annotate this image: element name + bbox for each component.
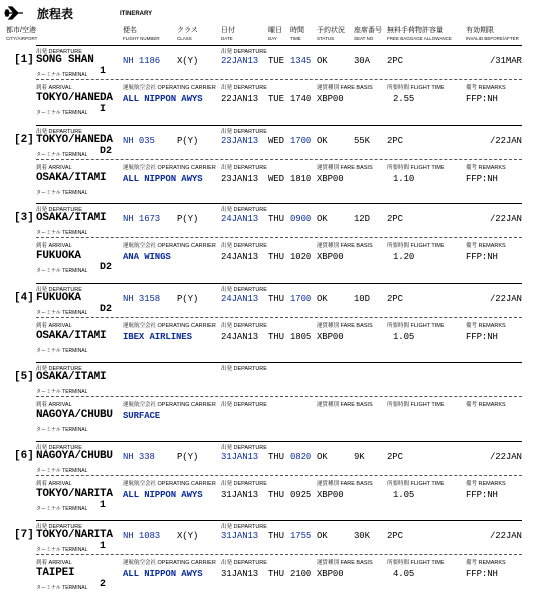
segment-index: [6] <box>14 450 34 462</box>
departure-label: 出発 DEPARTURE <box>221 445 267 451</box>
fare-basis-label: 運賃種別 FARE BASIS <box>317 560 373 566</box>
booking-status: OK <box>317 294 328 304</box>
remarks-label: 備考 REMARKS <box>466 85 506 91</box>
departure-city: TOKYO/HANEDA <box>36 134 113 146</box>
baggage-allowance: 2PC <box>387 294 403 304</box>
segment-index: [5] <box>14 371 34 383</box>
column-header-en: DATE <box>221 36 233 41</box>
booking-status: OK <box>317 56 328 66</box>
flight-time: 4.05 <box>393 569 415 579</box>
operating-carrier: IBEX AIRLINES <box>123 332 192 342</box>
segment-separator <box>36 554 522 555</box>
arrival-city: FUKUOKA <box>36 250 81 262</box>
departure-city: OSAKA/ITAMI <box>36 212 107 224</box>
baggage-allowance: 2PC <box>387 452 403 462</box>
arrival-date-label: 出発 DEPARTURE <box>221 165 267 171</box>
fare-basis: XBP00 <box>317 174 344 184</box>
departure-date: 23JAN13 <box>221 136 259 146</box>
fare-basis-label: 運賃種別 FARE BASIS <box>317 402 373 408</box>
arrival-label: 到着 ARRIVAL <box>36 481 72 487</box>
baggage-allowance: 2PC <box>387 136 403 146</box>
operating-carrier: SURFACE <box>123 411 161 421</box>
arrival-label: 到着 ARRIVAL <box>36 85 72 91</box>
seat-number: 30K <box>354 531 370 541</box>
remarks: FFP:NH <box>466 490 498 500</box>
column-header-jp: 時間 <box>290 27 304 34</box>
arrival-time: 1020 <box>290 252 312 262</box>
remarks-label: 備考 REMARKS <box>466 243 506 249</box>
departure-city: TOKYO/NARITA <box>36 529 113 541</box>
segment-separator <box>36 317 522 318</box>
segment-index: [3] <box>14 212 34 224</box>
fare-basis-label: 運賃種別 FARE BASIS <box>317 481 373 487</box>
arrival-date-label: 出発 DEPARTURE <box>221 481 267 487</box>
remarks-label: 備考 REMARKS <box>466 481 506 487</box>
terminal-label: ターミナル TERMINAL <box>36 348 88 354</box>
column-header-en: TIME <box>290 36 301 41</box>
operating-carrier: ALL NIPPON AWYS <box>123 490 203 500</box>
departure-date: 24JAN13 <box>221 214 259 224</box>
column-header-jp: 座席番号 <box>354 27 382 34</box>
terminal-label: ターミナル TERMINAL <box>36 152 88 158</box>
validity-dates: /22JAN <box>490 214 522 224</box>
departure-time: 0900 <box>290 214 312 224</box>
seat-number: 55K <box>354 136 370 146</box>
terminal-label: ターミナル TERMINAL <box>36 268 88 274</box>
arrival-day: THU <box>268 490 284 500</box>
booking-status: OK <box>317 452 328 462</box>
baggage-allowance: 2PC <box>387 214 403 224</box>
arrival-city: TAIPEI <box>36 567 75 579</box>
terminal-label: ターミナル TERMINAL <box>36 190 88 196</box>
column-header-en: FREE BAGGAGE ALLOWANCE <box>387 36 452 41</box>
departure-label: 出発 DEPARTURE <box>36 207 82 213</box>
departure-terminal: D2 <box>100 146 113 157</box>
baggage-allowance: 2PC <box>387 56 403 66</box>
segment-divider <box>36 362 522 363</box>
departure-label: 出発 DEPARTURE <box>221 207 267 213</box>
segment-divider <box>36 283 522 284</box>
departure-label: 出発 DEPARTURE <box>36 524 82 530</box>
page-subtitle: ITINERARY <box>120 11 153 17</box>
segment-separator <box>36 396 522 397</box>
arrival-date: 31JAN13 <box>221 490 259 500</box>
column-header-en: DAY <box>268 36 277 41</box>
column-header-jp: クラス <box>177 27 198 34</box>
column-header-en: STATUS <box>317 36 335 41</box>
arrival-label: 到着 ARRIVAL <box>36 323 72 329</box>
validity-dates: /22JAN <box>490 136 522 146</box>
column-header-jp: 都市/空港 <box>6 27 36 34</box>
flight-number: NH 1186 <box>123 56 161 66</box>
arrival-city: OSAKA/ITAMI <box>36 172 107 184</box>
column-header-jp: 有効期限 <box>466 27 494 34</box>
column-header-jp: 日付 <box>221 27 235 34</box>
segment-divider <box>36 203 522 204</box>
terminal-label: ターミナル TERMINAL <box>36 110 88 116</box>
departure-city: SONG SHAN <box>36 54 94 66</box>
booking-class: P(Y) <box>177 452 199 462</box>
validity-dates: /22JAN <box>490 531 522 541</box>
departure-time: 1700 <box>290 294 312 304</box>
operating-carrier: ANA WINGS <box>123 252 171 262</box>
fare-basis-label: 運賃種別 FARE BASIS <box>317 85 373 91</box>
terminal-label: ターミナル TERMINAL <box>36 310 88 316</box>
flight-time: 1.10 <box>393 174 415 184</box>
column-header-jp: 予約状況 <box>317 27 345 34</box>
flight-time: 2.55 <box>393 94 415 104</box>
segment-divider <box>36 45 522 46</box>
departure-label: 出発 DEPARTURE <box>36 445 82 451</box>
arrival-date-label: 出発 DEPARTURE <box>221 323 267 329</box>
booking-class: P(Y) <box>177 294 199 304</box>
segment-divider <box>36 441 522 442</box>
flight-time-label: 所要時間 FLIGHT TIME <box>387 402 445 408</box>
arrival-date: 24JAN13 <box>221 252 259 262</box>
segment-index: [1] <box>14 54 34 66</box>
arrival-time: 1740 <box>290 94 312 104</box>
carrier-label: 運航航空会社 OPERATING CARRIER <box>123 560 216 566</box>
arrival-date: 23JAN13 <box>221 174 259 184</box>
fare-basis: XBP00 <box>317 94 344 104</box>
arrival-time: 0925 <box>290 490 312 500</box>
departure-label: 出発 DEPARTURE <box>36 129 82 135</box>
remarks-label: 備考 REMARKS <box>466 402 506 408</box>
departure-date: 22JAN13 <box>221 56 259 66</box>
flight-number: NH 3158 <box>123 294 161 304</box>
seat-number: 9K <box>354 452 365 462</box>
remarks-label: 備考 REMARKS <box>466 165 506 171</box>
remarks-label: 備考 REMARKS <box>466 560 506 566</box>
departure-label: 出発 DEPARTURE <box>36 366 82 372</box>
segment-divider <box>36 125 522 126</box>
departure-time: 1345 <box>290 56 312 66</box>
segment-separator <box>36 79 522 80</box>
segment-index: [4] <box>14 292 34 304</box>
arrival-city: TOKYO/NARITA <box>36 488 113 500</box>
arrival-time: 1810 <box>290 174 312 184</box>
fare-basis-label: 運賃種別 FARE BASIS <box>317 243 373 249</box>
seat-number: 12D <box>354 214 370 224</box>
arrival-city: TOKYO/HANEDA <box>36 92 113 104</box>
departure-city: NAGOYA/CHUBU <box>36 450 113 462</box>
segment-index: [7] <box>14 529 34 541</box>
arrival-day: THU <box>268 252 284 262</box>
terminal-label: ターミナル TERMINAL <box>36 547 88 553</box>
booking-status: OK <box>317 136 328 146</box>
booking-status: OK <box>317 531 328 541</box>
arrival-label: 到着 ARRIVAL <box>36 243 72 249</box>
booking-class: X(Y) <box>177 531 199 541</box>
departure-date: 31JAN13 <box>221 531 259 541</box>
arrival-terminal: I <box>100 104 107 115</box>
arrival-time: 1805 <box>290 332 312 342</box>
departure-label: 出発 DEPARTURE <box>221 524 267 530</box>
departure-day: THU <box>268 214 284 224</box>
remarks: FFP:NH <box>466 569 498 579</box>
flight-time: 1.05 <box>393 332 415 342</box>
fare-basis-label: 運賃種別 FARE BASIS <box>317 323 373 329</box>
arrival-terminal: 2 <box>100 579 107 590</box>
terminal-label: ターミナル TERMINAL <box>36 585 88 591</box>
arrival-label: 到着 ARRIVAL <box>36 402 72 408</box>
operating-carrier: ALL NIPPON AWYS <box>123 569 203 579</box>
arrival-label: 到着 ARRIVAL <box>36 560 72 566</box>
terminal-label: ターミナル TERMINAL <box>36 230 88 236</box>
arrival-city: OSAKA/ITAMI <box>36 330 107 342</box>
fare-basis: XBP00 <box>317 332 344 342</box>
departure-label: 出発 DEPARTURE <box>221 366 267 372</box>
airplane-icon <box>4 6 24 20</box>
departure-day: THU <box>268 452 284 462</box>
departure-terminal: D2 <box>100 304 113 315</box>
segment-separator <box>36 475 522 476</box>
departure-day: THU <box>268 531 284 541</box>
column-header-jp: 曜日 <box>268 27 282 34</box>
departure-label: 出発 DEPARTURE <box>221 287 267 293</box>
arrival-day: THU <box>268 569 284 579</box>
column-header-jp: 無料手荷物許容量 <box>387 27 443 34</box>
departure-city: OSAKA/ITAMI <box>36 371 107 383</box>
arrival-label: 到着 ARRIVAL <box>36 165 72 171</box>
column-header-en: CLASS <box>177 36 192 41</box>
arrival-day: WED <box>268 174 284 184</box>
departure-terminal: 1 <box>100 66 107 77</box>
departure-date: 31JAN13 <box>221 452 259 462</box>
carrier-label: 運航航空会社 OPERATING CARRIER <box>123 243 216 249</box>
column-header-en: INVALID BEFORE/AFTER <box>466 36 519 41</box>
validity-dates: /22JAN <box>490 452 522 462</box>
column-header-jp: 便名 <box>123 27 137 34</box>
operating-carrier: ALL NIPPON AWYS <box>123 94 203 104</box>
booking-status: OK <box>317 214 328 224</box>
arrival-terminal: D2 <box>100 262 113 273</box>
arrival-date: 31JAN13 <box>221 569 259 579</box>
flight-time-label: 所要時間 FLIGHT TIME <box>387 481 445 487</box>
flight-time-label: 所要時間 FLIGHT TIME <box>387 323 445 329</box>
carrier-label: 運航航空会社 OPERATING CARRIER <box>123 402 216 408</box>
departure-day: TUE <box>268 56 284 66</box>
carrier-label: 運航航空会社 OPERATING CARRIER <box>123 165 216 171</box>
departure-day: WED <box>268 136 284 146</box>
departure-label: 出発 DEPARTURE <box>221 49 267 55</box>
flight-time-label: 所要時間 FLIGHT TIME <box>387 243 445 249</box>
carrier-label: 運航航空会社 OPERATING CARRIER <box>123 85 216 91</box>
column-header-en: SEAT NO <box>354 36 374 41</box>
page-title: 旅程表 <box>37 7 74 21</box>
departure-date: 24JAN13 <box>221 294 259 304</box>
terminal-label: ターミナル TERMINAL <box>36 389 88 395</box>
operating-carrier: ALL NIPPON AWYS <box>123 174 203 184</box>
flight-number: NH 1673 <box>123 214 161 224</box>
flight-number: NH 035 <box>123 136 155 146</box>
flight-time-label: 所要時間 FLIGHT TIME <box>387 85 445 91</box>
segment-divider <box>36 520 522 521</box>
remarks: FFP:NH <box>466 252 498 262</box>
remarks: FFP:NH <box>466 332 498 342</box>
column-header-en: CITY/AIRPORT <box>6 36 38 41</box>
fare-basis: XBP00 <box>317 569 344 579</box>
arrival-date-label: 出発 DEPARTURE <box>221 560 267 566</box>
fare-basis: XBP00 <box>317 490 344 500</box>
departure-city: FUKUOKA <box>36 292 81 304</box>
validity-dates: /31MAR <box>490 56 522 66</box>
terminal-label: ターミナル TERMINAL <box>36 427 88 433</box>
fare-basis: XBP00 <box>317 252 344 262</box>
booking-class: X(Y) <box>177 56 199 66</box>
validity-dates: /22JAN <box>490 294 522 304</box>
arrival-terminal: 1 <box>100 500 107 511</box>
departure-day: THU <box>268 294 284 304</box>
segment-separator <box>36 237 522 238</box>
arrival-date: 22JAN13 <box>221 94 259 104</box>
arrival-city: NAGOYA/CHUBU <box>36 409 113 421</box>
arrival-date-label: 出発 DEPARTURE <box>221 402 267 408</box>
flight-time: 1.05 <box>393 490 415 500</box>
terminal-label: ターミナル TERMINAL <box>36 468 88 474</box>
remarks: FFP:NH <box>466 94 498 104</box>
seat-number: 30A <box>354 56 370 66</box>
remarks: FFP:NH <box>466 174 498 184</box>
column-header-en: FLIGHT NUMBER <box>123 36 160 41</box>
carrier-label: 運航航空会社 OPERATING CARRIER <box>123 481 216 487</box>
arrival-date-label: 出発 DEPARTURE <box>221 243 267 249</box>
carrier-label: 運航航空会社 OPERATING CARRIER <box>123 323 216 329</box>
arrival-date-label: 出発 DEPARTURE <box>221 85 267 91</box>
terminal-label: ターミナル TERMINAL <box>36 506 88 512</box>
arrival-date: 24JAN13 <box>221 332 259 342</box>
departure-label: 出発 DEPARTURE <box>221 129 267 135</box>
remarks-label: 備考 REMARKS <box>466 323 506 329</box>
booking-class: P(Y) <box>177 214 199 224</box>
flight-time-label: 所要時間 FLIGHT TIME <box>387 560 445 566</box>
segment-separator <box>36 159 522 160</box>
fare-basis-label: 運賃種別 FARE BASIS <box>317 165 373 171</box>
terminal-label: ターミナル TERMINAL <box>36 72 88 78</box>
flight-number: NH 338 <box>123 452 155 462</box>
departure-time: 1755 <box>290 531 312 541</box>
seat-number: 10D <box>354 294 370 304</box>
booking-class: P(Y) <box>177 136 199 146</box>
flight-time-label: 所要時間 FLIGHT TIME <box>387 165 445 171</box>
departure-time: 0820 <box>290 452 312 462</box>
departure-time: 1700 <box>290 136 312 146</box>
arrival-day: THU <box>268 332 284 342</box>
flight-number: NH 1083 <box>123 531 161 541</box>
departure-terminal: 1 <box>100 541 107 552</box>
arrival-time: 2100 <box>290 569 312 579</box>
departure-label: 出発 DEPARTURE <box>36 49 82 55</box>
arrival-day: TUE <box>268 94 284 104</box>
flight-time: 1.20 <box>393 252 415 262</box>
departure-label: 出発 DEPARTURE <box>36 287 82 293</box>
segment-index: [2] <box>14 134 34 146</box>
baggage-allowance: 2PC <box>387 531 403 541</box>
